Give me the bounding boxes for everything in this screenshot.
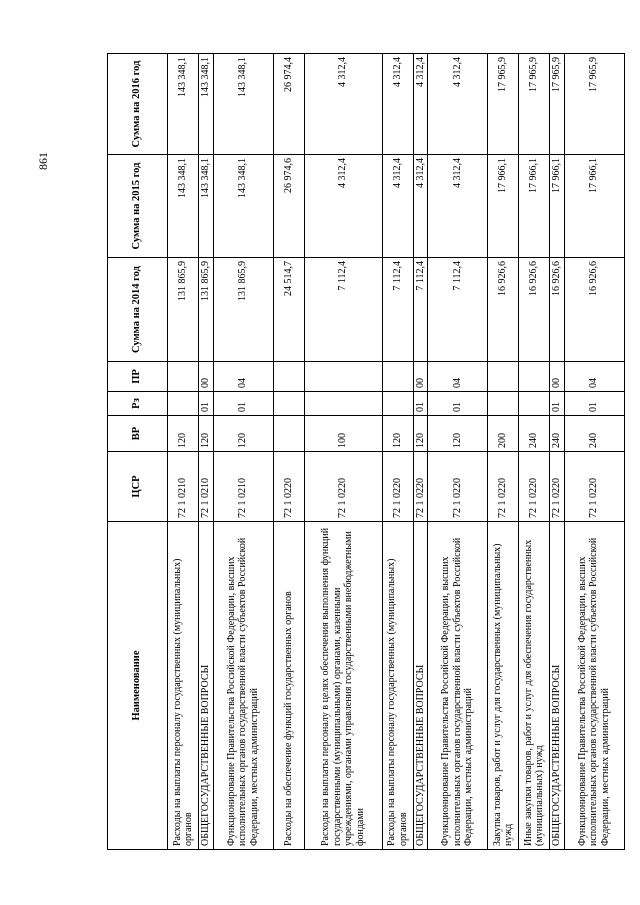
header-sum-2014: Сумма на 2014 год: [108, 258, 168, 362]
cell-name: ОБЩЕГОСУДАРСТВЕННЫЕ ВОПРОСЫ: [413, 522, 428, 850]
table-row: [213, 54, 273, 850]
cell-vr: 120: [213, 416, 273, 452]
cell-csr: 72 1 0220: [413, 452, 428, 522]
cell-rz: 01: [413, 392, 428, 416]
cell-sum-2015: 17 966,1: [488, 155, 519, 258]
cell-name: ОБЩЕГОСУДАРСТВЕННЫЕ ВОПРОСЫ: [199, 522, 214, 850]
cell-sum-2014: 7 112,4: [428, 258, 488, 362]
cell-name: Расходы на обеспечение функций государственных органов: [273, 522, 304, 850]
cell-name: Иные закупки товаров, работ и услуг для обеспечения государственных (муниципальных) нужд: [519, 522, 550, 850]
cell-csr: 72 1 0220: [273, 452, 304, 522]
cell-name: Функционирование Правительства Российской Федерации, высших исполнительных органов государственной власти субъектов Российской Федерации, местных администраций: [213, 522, 273, 850]
header-name: Наименование: [108, 522, 168, 850]
header-csr: ЦСР: [108, 452, 168, 522]
cell-vr: 120: [413, 416, 428, 452]
cell-sum-2016: 17 965,9: [564, 54, 624, 155]
cell-vr: 120: [382, 416, 413, 452]
cell-pr: [382, 362, 413, 392]
cell-sum-2015: 17 966,1: [519, 155, 550, 258]
cell-rz: [488, 392, 519, 416]
cell-pr: [519, 362, 550, 392]
cell-sum-2016: 143 348,1: [199, 54, 214, 155]
cell-sum-2014: 24 514,7: [273, 258, 304, 362]
cell-sum-2015: 143 348,1: [213, 155, 273, 258]
table-row: [168, 54, 199, 850]
cell-pr: 00: [413, 362, 428, 392]
table-row: [428, 54, 488, 850]
cell-vr: 100: [304, 416, 382, 452]
header-sum-2016: Сумма на 2016 год: [108, 54, 168, 155]
cell-sum-2014: 7 112,4: [413, 258, 428, 362]
cell-sum-2014: 16 926,6: [488, 258, 519, 362]
cell-sum-2016: 17 965,9: [550, 54, 565, 155]
cell-sum-2014: 131 865,9: [168, 258, 199, 362]
cell-csr: 72 1 0220: [488, 452, 519, 522]
cell-sum-2016: 26 974,4: [273, 54, 304, 155]
table-header-row: [108, 54, 168, 850]
cell-sum-2016: 143 348,1: [168, 54, 199, 155]
cell-csr: 72 1 0220: [519, 452, 550, 522]
cell-rz: [382, 392, 413, 416]
cell-sum-2014: 16 926,6: [564, 258, 624, 362]
cell-name: ОБЩЕГОСУДАРСТВЕННЫЕ ВОПРОСЫ: [550, 522, 565, 850]
cell-sum-2015: 4 312,4: [304, 155, 382, 258]
cell-rz: 01: [564, 392, 624, 416]
table-row: [564, 54, 624, 850]
cell-rz: [168, 392, 199, 416]
cell-sum-2015: 4 312,4: [382, 155, 413, 258]
cell-sum-2016: 17 965,9: [519, 54, 550, 155]
cell-vr: 120: [428, 416, 488, 452]
cell-sum-2015: 4 312,4: [428, 155, 488, 258]
cell-name: Расходы на выплаты персоналу государственных (муниципальных) органов: [382, 522, 413, 850]
cell-sum-2015: 26 974,6: [273, 155, 304, 258]
cell-pr: 04: [564, 362, 624, 392]
table-row: [519, 54, 550, 850]
cell-name: Функционирование Правительства Российской Федерации, высших исполнительных органов государственной власти субъектов Российской Федерации, местных администраций: [428, 522, 488, 850]
cell-csr: 72 1 0220: [428, 452, 488, 522]
cell-sum-2014: 16 926,6: [550, 258, 565, 362]
rotated-table-container: [107, 54, 611, 850]
cell-sum-2015: 143 348,1: [199, 155, 214, 258]
table-row: [488, 54, 519, 850]
cell-csr: 72 1 0210: [199, 452, 214, 522]
table-row: [273, 54, 304, 850]
table-body: [168, 54, 625, 850]
cell-vr: 240: [550, 416, 565, 452]
cell-csr: 72 1 0220: [304, 452, 382, 522]
header-rz: Рз: [108, 392, 168, 416]
table-row: [199, 54, 214, 850]
cell-pr: [304, 362, 382, 392]
cell-vr: 240: [519, 416, 550, 452]
cell-sum-2014: 131 865,9: [199, 258, 214, 362]
cell-name: Расходы на выплаты персоналу в целях обеспечения выполнения функций государственными (муниципальными) органами, казенными учреждениями, органами управления государственными внебюджетными фондами: [304, 522, 382, 850]
cell-rz: [304, 392, 382, 416]
cell-csr: 72 1 0220: [550, 452, 565, 522]
cell-sum-2015: 17 966,1: [564, 155, 624, 258]
cell-vr: 120: [199, 416, 214, 452]
cell-name: Закупка товаров, работ и услуг для государственных (муниципальных) нужд: [488, 522, 519, 850]
cell-rz: 01: [428, 392, 488, 416]
table-row: [382, 54, 413, 850]
page-number: 861: [36, 152, 50, 170]
cell-sum-2016: 4 312,4: [413, 54, 428, 155]
cell-sum-2016: 4 312,4: [428, 54, 488, 155]
cell-sum-2014: 131 865,9: [213, 258, 273, 362]
cell-rz: 01: [213, 392, 273, 416]
cell-sum-2014: 7 112,4: [382, 258, 413, 362]
cell-csr: 72 1 0210: [168, 452, 199, 522]
cell-sum-2016: 4 312,4: [382, 54, 413, 155]
cell-pr: 04: [213, 362, 273, 392]
cell-sum-2015: 4 312,4: [413, 155, 428, 258]
cell-rz: [519, 392, 550, 416]
cell-name: Расходы на выплаты персоналу государственных (муниципальных) органов: [168, 522, 199, 850]
cell-vr: 200: [488, 416, 519, 452]
cell-csr: 72 1 0220: [382, 452, 413, 522]
header-pr: ПР: [108, 362, 168, 392]
cell-pr: 04: [428, 362, 488, 392]
table-row: [550, 54, 565, 850]
cell-pr: [488, 362, 519, 392]
cell-csr: 72 1 0210: [213, 452, 273, 522]
cell-sum-2014: 16 926,6: [519, 258, 550, 362]
table-row: [413, 54, 428, 850]
cell-sum-2016: 143 348,1: [213, 54, 273, 155]
cell-vr: 120: [168, 416, 199, 452]
cell-vr: [273, 416, 304, 452]
cell-sum-2016: 4 312,4: [304, 54, 382, 155]
cell-rz: 01: [199, 392, 214, 416]
cell-sum-2016: 17 965,9: [488, 54, 519, 155]
table-row: [304, 54, 382, 850]
cell-pr: [168, 362, 199, 392]
header-sum-2015: Сумма на 2015 год: [108, 155, 168, 258]
cell-rz: 01: [550, 392, 565, 416]
cell-sum-2014: 7 112,4: [304, 258, 382, 362]
cell-pr: 00: [550, 362, 565, 392]
cell-sum-2015: 143 348,1: [168, 155, 199, 258]
cell-pr: 00: [199, 362, 214, 392]
cell-sum-2015: 17 966,1: [550, 155, 565, 258]
cell-vr: 240: [564, 416, 624, 452]
cell-csr: 72 1 0220: [564, 452, 624, 522]
cell-name: Функционирование Правительства Российской Федерации, высших исполнительных органов государственной власти субъектов Российской Федерации, местных администраций: [564, 522, 624, 850]
header-vr: ВР: [108, 416, 168, 452]
budget-table: [107, 53, 625, 850]
cell-pr: [273, 362, 304, 392]
cell-rz: [273, 392, 304, 416]
